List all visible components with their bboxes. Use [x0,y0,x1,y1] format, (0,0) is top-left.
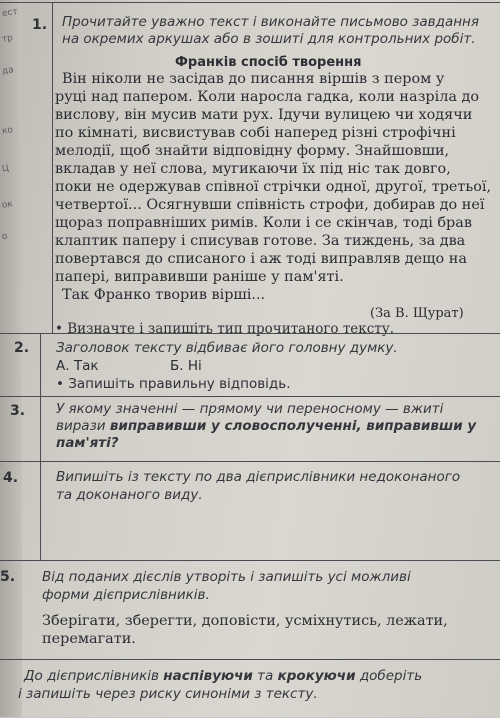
task-5 [0,560,500,659]
margin-fragment: ок [1,199,14,211]
paragraph-line: вислову, він мусив мати рух. Ідучи вулицею чи ходячи [55,107,473,123]
task-number: 1. [32,17,48,33]
paragraph-line: клаптик паперу і списував готове. За тиждень, за два [55,233,466,249]
verbs-line-1: Зберігати, зберегти, доповісти, усміхнутись, лежати, [42,613,448,629]
paragraph-line: четвертої... Осягнувши співність строфи, добирав до неї [55,197,485,213]
task-1-bullet: • Визначте і запишіть тип прочитаного тексту. [55,321,394,337]
task-1-instruction-line-1: Прочитайте уважно текст і виконайте письмово завдання [62,14,479,30]
task-6-prefix: До дієприслівників [24,668,164,684]
task-number: 5. [0,569,16,585]
paragraph-line: вкладав у неї слова, мугикаючи їх під ніс так довго, [55,161,451,177]
paragraph-line: щораз поправніших римів. Коли і се скінчав, тоді брав [55,215,472,231]
paragraph-line: по кімнаті, висвистував собі наперед різні строфічні [55,125,456,141]
task-3-expression: виправивши у словосполученні, виправивши у [109,418,477,434]
task-4-line-1: Випишіть із тексту по два дієприслівники недоконаного [56,469,461,485]
word-naspivuiuchy: наспівуючи [163,668,253,684]
task-1 [0,2,500,337]
task-6-line-2: і запишіть через риску синоніми з тексту. [18,686,318,702]
option-a: А. Так [56,358,99,374]
task-4-line-2: та доконаного виду. [56,487,203,503]
paragraph-line: поки не одержував співної стрічки одної, другої, третьої, [55,179,492,195]
task-4 [0,461,500,560]
margin-fragment: да [1,65,15,77]
task-3-line-2 [56,418,476,435]
task-number: 3. [10,403,26,419]
option-b: Б. Ні [170,358,202,374]
paragraph-line: руці над папером. Коли наросла гадка, коли назріла до [55,89,480,105]
task-5-line-1: Від поданих дієслів утворіть і запишіть усі можливі [42,569,411,585]
task-3-line-3: пам'яті? [56,435,119,451]
paragraph-line: папері, виправивши раніше у пам'яті. [55,269,344,285]
text-source: (За В. Щурат) [370,306,464,321]
task-3-line-2-prefix: вирази [56,418,110,434]
margin-fragment: ест [1,6,19,20]
task-6-conjunction: та [252,668,278,684]
task-5-line-2: форми дієприслівників. [42,587,210,603]
task-6-line-1 [24,668,422,685]
verbs-line-2: перемагати. [42,631,136,647]
paragraph-line: Він ніколи не засідав до писання віршів з пером у [62,71,445,87]
task-3 [0,396,500,461]
paragraph-line: мелодії, щоб знайти відповідну форму. Знайшовши, [55,143,450,159]
task-number: 2. [14,340,30,356]
text-title: Франків спосіб творення [175,55,362,70]
task-1-instruction-line-2: на окремих аркушах або в зошиті для контрольних робіт. [62,31,476,47]
task-6-suffix: доберіть [355,668,423,684]
task-3-line-1: У якому значенні — прямому чи переносному — вжиті [56,401,444,417]
task-number: 4. [3,470,19,486]
paragraph-closing: Так Франко творив вірші... [62,287,266,303]
margin-fragment: о [1,231,9,243]
task-1-number-cell [24,3,53,333]
task-6 [0,659,500,718]
paragraph-line: повертався до списаного і аж тоді виправляв дещо на [55,251,467,267]
task-2-instruction: Заголовок тексту відбиває його головну думку. [56,340,398,356]
task-2 [0,333,500,396]
word-krokuiuchy: крокуючи [277,668,356,684]
task-2-bullet: • Запишіть правильну відповідь. [56,376,291,392]
margin-fragment: тр [1,33,14,45]
margin-fragment: Ц [1,163,10,175]
margin-fragment: ко [1,125,14,137]
